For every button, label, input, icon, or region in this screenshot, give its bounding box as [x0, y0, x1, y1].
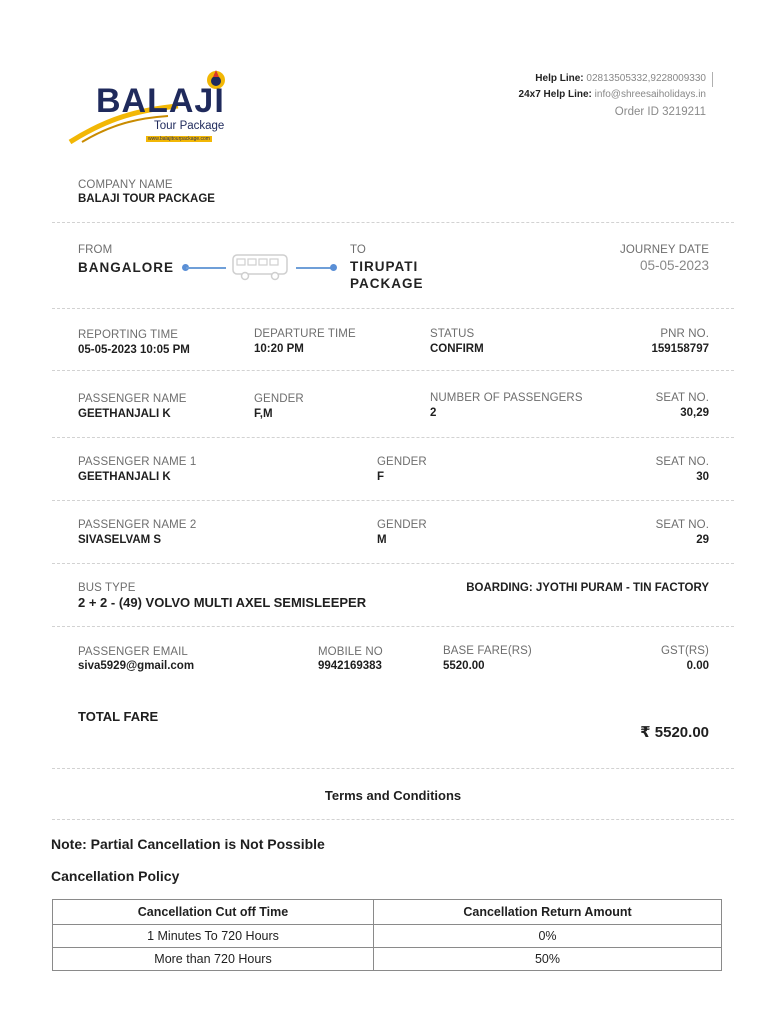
divider	[52, 563, 734, 564]
total-fare-value: ₹ 5520.00	[640, 724, 709, 741]
status-label: STATUS	[430, 328, 475, 340]
bus-type-label: BUS TYPE	[78, 582, 136, 594]
logo-url: www.balajitourpackage.com	[148, 136, 210, 142]
divider	[52, 370, 734, 371]
gender-label: GENDER	[254, 393, 304, 405]
gender-value: F,M	[254, 408, 273, 420]
passenger-2-name-label: PASSENGER NAME 2	[78, 519, 197, 531]
divider	[52, 308, 734, 309]
passenger-1-seat: 30	[696, 471, 709, 483]
status-value: CONFIRM	[430, 343, 484, 355]
reporting-time-value: 05-05-2023 10:05 PM	[78, 344, 190, 356]
total-fare-label: TOTAL FARE	[78, 709, 159, 724]
divider	[52, 437, 734, 438]
table-cell: 50%	[374, 948, 722, 971]
seat-value: 30,29	[680, 407, 709, 419]
header-divider	[712, 72, 713, 87]
terms-title: Terms and Conditions	[324, 788, 462, 803]
help-line	[535, 73, 706, 84]
logo-tagline: Tour Package	[154, 120, 225, 132]
route-line-right	[296, 267, 334, 269]
column-header: Cancellation Return Amount	[374, 900, 722, 925]
mobile-value: 9942169383	[318, 660, 382, 672]
table-cell: 0%	[374, 925, 722, 948]
bus-icon	[232, 253, 288, 286]
cancellation-note: Note: Partial Cancellation is Not Possible	[51, 836, 325, 852]
base-fare-value: 5520.00	[443, 660, 485, 672]
bus-type-value: 2 + 2 - (49) VOLVO MULTI AXEL SEMISLEEPER	[78, 595, 367, 610]
seat-label: SEAT NO.	[655, 392, 709, 404]
company-value: BALAJI TOUR PACKAGE	[78, 193, 215, 205]
passenger-2-seat-label: SEAT NO.	[655, 519, 709, 531]
journey-date-label: JOURNEY DATE	[620, 244, 709, 256]
company-label: COMPANY NAME	[78, 179, 173, 191]
route-dot-end	[330, 264, 337, 271]
table-cell: 1 Minutes To 720 Hours	[53, 925, 374, 948]
pnr-value: 159158797	[651, 343, 709, 355]
passenger-name-value: GEETHANJALI K	[78, 408, 171, 420]
column-header: Cancellation Cut off Time	[53, 900, 374, 925]
logo-title: BALAJI	[96, 82, 225, 120]
passenger-1-seat-label: SEAT NO.	[655, 456, 709, 468]
to-label: TO	[350, 244, 366, 256]
passenger-2-name: SIVASELVAM S	[78, 534, 162, 546]
passenger-1-gender-label: GENDER	[377, 456, 427, 468]
reporting-time-label: REPORTING TIME	[78, 329, 179, 341]
email-value: siva5929@gmail.com	[78, 660, 195, 672]
from-label: FROM	[78, 244, 113, 256]
departure-time-label: DEPARTURE TIME	[254, 328, 356, 340]
passenger-1-gender: F	[377, 471, 385, 483]
passenger-2-gender: M	[377, 534, 387, 546]
mobile-label: MOBILE NO	[318, 646, 383, 658]
help-247-label: 24x7 Help Line:	[518, 89, 592, 100]
passenger-count-value: 2	[430, 407, 437, 419]
to-city-line2: PACKAGE	[350, 276, 424, 291]
pnr-label: PNR NO.	[660, 328, 709, 340]
base-fare-label: BASE FARE(RS)	[443, 645, 532, 657]
table-cell: More than 720 Hours	[53, 948, 374, 971]
to-city-line1: TIRUPATI	[350, 259, 419, 274]
help-247-value[interactable]: info@shreesaiholidays.in	[594, 89, 706, 100]
passenger-2-gender-label: GENDER	[377, 519, 427, 531]
passenger-1-name: GEETHANJALI K	[78, 471, 171, 483]
cancellation-policy-title: Cancellation Policy	[51, 868, 180, 884]
company-logo	[68, 66, 238, 144]
cancellation-policy-table	[52, 899, 722, 971]
help-line-247	[519, 89, 706, 100]
boarding-point: BOARDING: JYOTHI PURAM - TIN FACTORY	[466, 582, 709, 594]
gst-value: 0.00	[686, 660, 709, 672]
table-row	[53, 948, 722, 971]
passenger-2-seat: 29	[696, 534, 709, 546]
gst-label: GST(RS)	[661, 645, 709, 657]
order-id: Order ID 3219211	[614, 106, 706, 118]
divider	[52, 500, 734, 501]
from-city: BANGALORE	[78, 260, 174, 275]
email-label: PASSENGER EMAIL	[78, 646, 188, 658]
divider	[52, 222, 734, 223]
divider	[52, 819, 734, 820]
help-line-label: Help Line:	[535, 73, 584, 84]
table-row	[53, 925, 722, 948]
departure-time-value: 10:20 PM	[254, 343, 304, 355]
divider	[52, 768, 734, 769]
passenger-1-name-label: PASSENGER NAME 1	[78, 456, 197, 468]
route-line-left	[186, 267, 226, 269]
table-header-row	[53, 900, 722, 925]
help-line-value: 02813505332,9228009330	[586, 73, 706, 84]
passenger-name-label: PASSENGER NAME	[78, 393, 187, 405]
passenger-count-label: NUMBER OF PASSENGERS	[430, 392, 583, 404]
divider	[52, 626, 734, 627]
journey-date-value: 05-05-2023	[639, 258, 709, 273]
